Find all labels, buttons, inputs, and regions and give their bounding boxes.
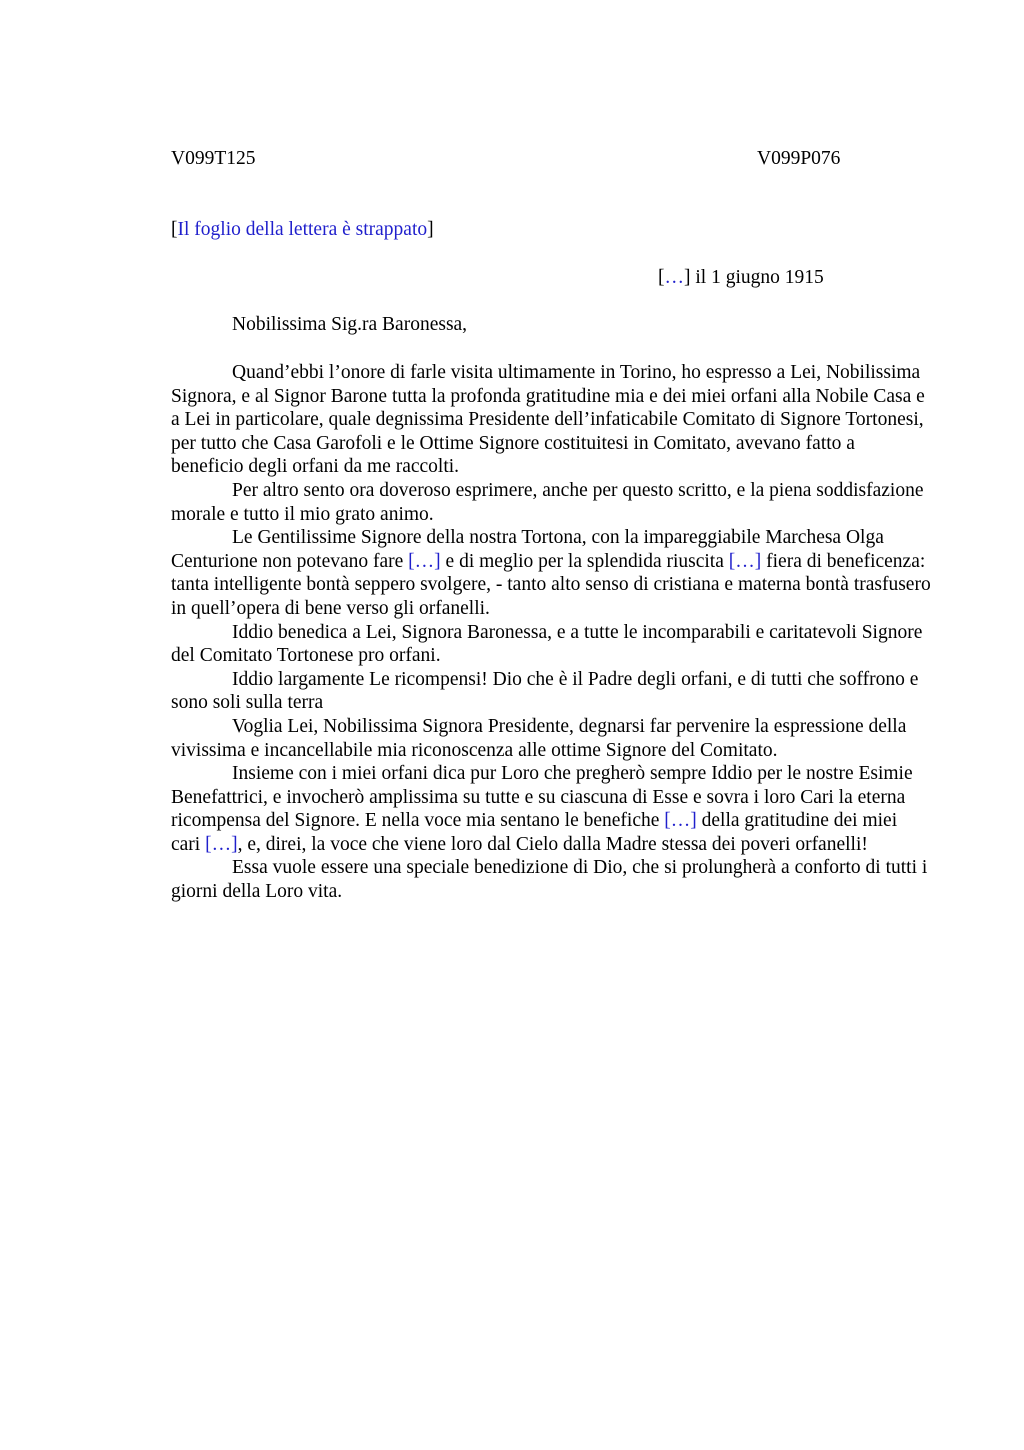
lacuna-marker: […] <box>728 550 762 572</box>
paragraph-3-part-c: fiera di beneficenza: tanta intelligente bontà seppero svolgere, - tanto alto senso di cristiana e materna bontà trasfusero in quell’opera di bene verso gli orfanelli. <box>171 550 931 619</box>
document-code-right: V099P076 <box>757 148 841 169</box>
paragraph-7-part-b: della gratitudine dei miei cari <box>171 810 898 855</box>
date-open-bracket: [ <box>658 267 665 288</box>
paragraph-7-part-a: Insieme con i miei orfani dica pur Loro che pregherò sempre Iddio per le nostre Esimie Benefattrici, e invocherò amplissima su tutte e su ciascuna di Esse e sovra i loro Cari la eterna ricompensa del Signore. E nella voce mia sentano le benefiche <box>171 763 913 832</box>
editorial-note <box>171 218 434 241</box>
note-close-bracket: ] <box>427 219 434 240</box>
paragraph-3-part-a: Le Gentilissime Signore della nostra Tortona, con la impareggiabile Marchesa Olga Centurione non potevano fare <box>171 527 884 572</box>
salutation: Nobilissima Sig.ra Baronessa, <box>232 314 468 335</box>
paragraph-6: Voglia Lei, Nobilissima Signora Presidente, degnarsi far pervenire la espressione della vivissima e incancellabile mia riconoscenza alle ottime Signore del Comitato. <box>171 715 907 761</box>
paragraph-3-part-b: e di meglio per la splendida riuscita <box>440 550 729 572</box>
paragraph-2: Per altro sento ora doveroso esprimere, anche per questo scritto, e la piena soddisfazione morale e tutto il mio grato animo. <box>171 479 924 525</box>
paragraph-3 <box>171 526 931 620</box>
letter-body <box>171 361 931 904</box>
lacuna-marker: […] <box>205 833 238 855</box>
paragraph-7-part-c: , e, direi, la voce che viene loro dal Cielo dalla Madre stessa dei poveri orfanelli! <box>237 833 868 855</box>
paragraph-1: Quand’ebbi l’onore di farle visita ultimamente in Torino, ho espresso a Lei, Nobilissima Signora, e al Signor Barone tutta la profonda gratitudine mia e dei miei orfani alla Nobile Casa e a Lei in particolare, quale degnissima Presidente dell’infaticabile Comitato di Signore Tortonesi, per tutto che Casa Garofoli e le Ottime Signore costituitesi in Comitato, avevano fatto a beneficio degli orfani da me raccolti. <box>171 362 925 478</box>
date-line <box>658 266 824 289</box>
paragraph-8: Essa vuole essere una speciale benedizione di Dio, che si prolungherà a conforto di tutti i giorni della Loro vita. <box>171 857 928 903</box>
lacuna-marker: […] <box>664 810 697 832</box>
note-text: Il foglio della lettera è strappato <box>177 219 428 240</box>
document-code-left: V099T125 <box>171 148 256 169</box>
paragraph-4: Iddio benedica a Lei, Signora Baronessa, e a tutte le incomparabili e caritatevoli Signore del Comitato Tortonese pro orfani. <box>171 621 923 667</box>
date-ellipsis: … <box>664 267 684 288</box>
date-close-bracket: ] <box>684 267 691 288</box>
date-text: il 1 giugno 1915 <box>690 267 824 288</box>
paragraph-5: Iddio largamente Le ricompensi! Dio che è il Padre degli orfani, e di tutti che soffrono e sono soli sulla terra <box>171 668 919 714</box>
lacuna-marker: […] <box>408 550 441 572</box>
note-open-bracket: [ <box>171 219 178 240</box>
paragraph-7 <box>171 762 931 856</box>
